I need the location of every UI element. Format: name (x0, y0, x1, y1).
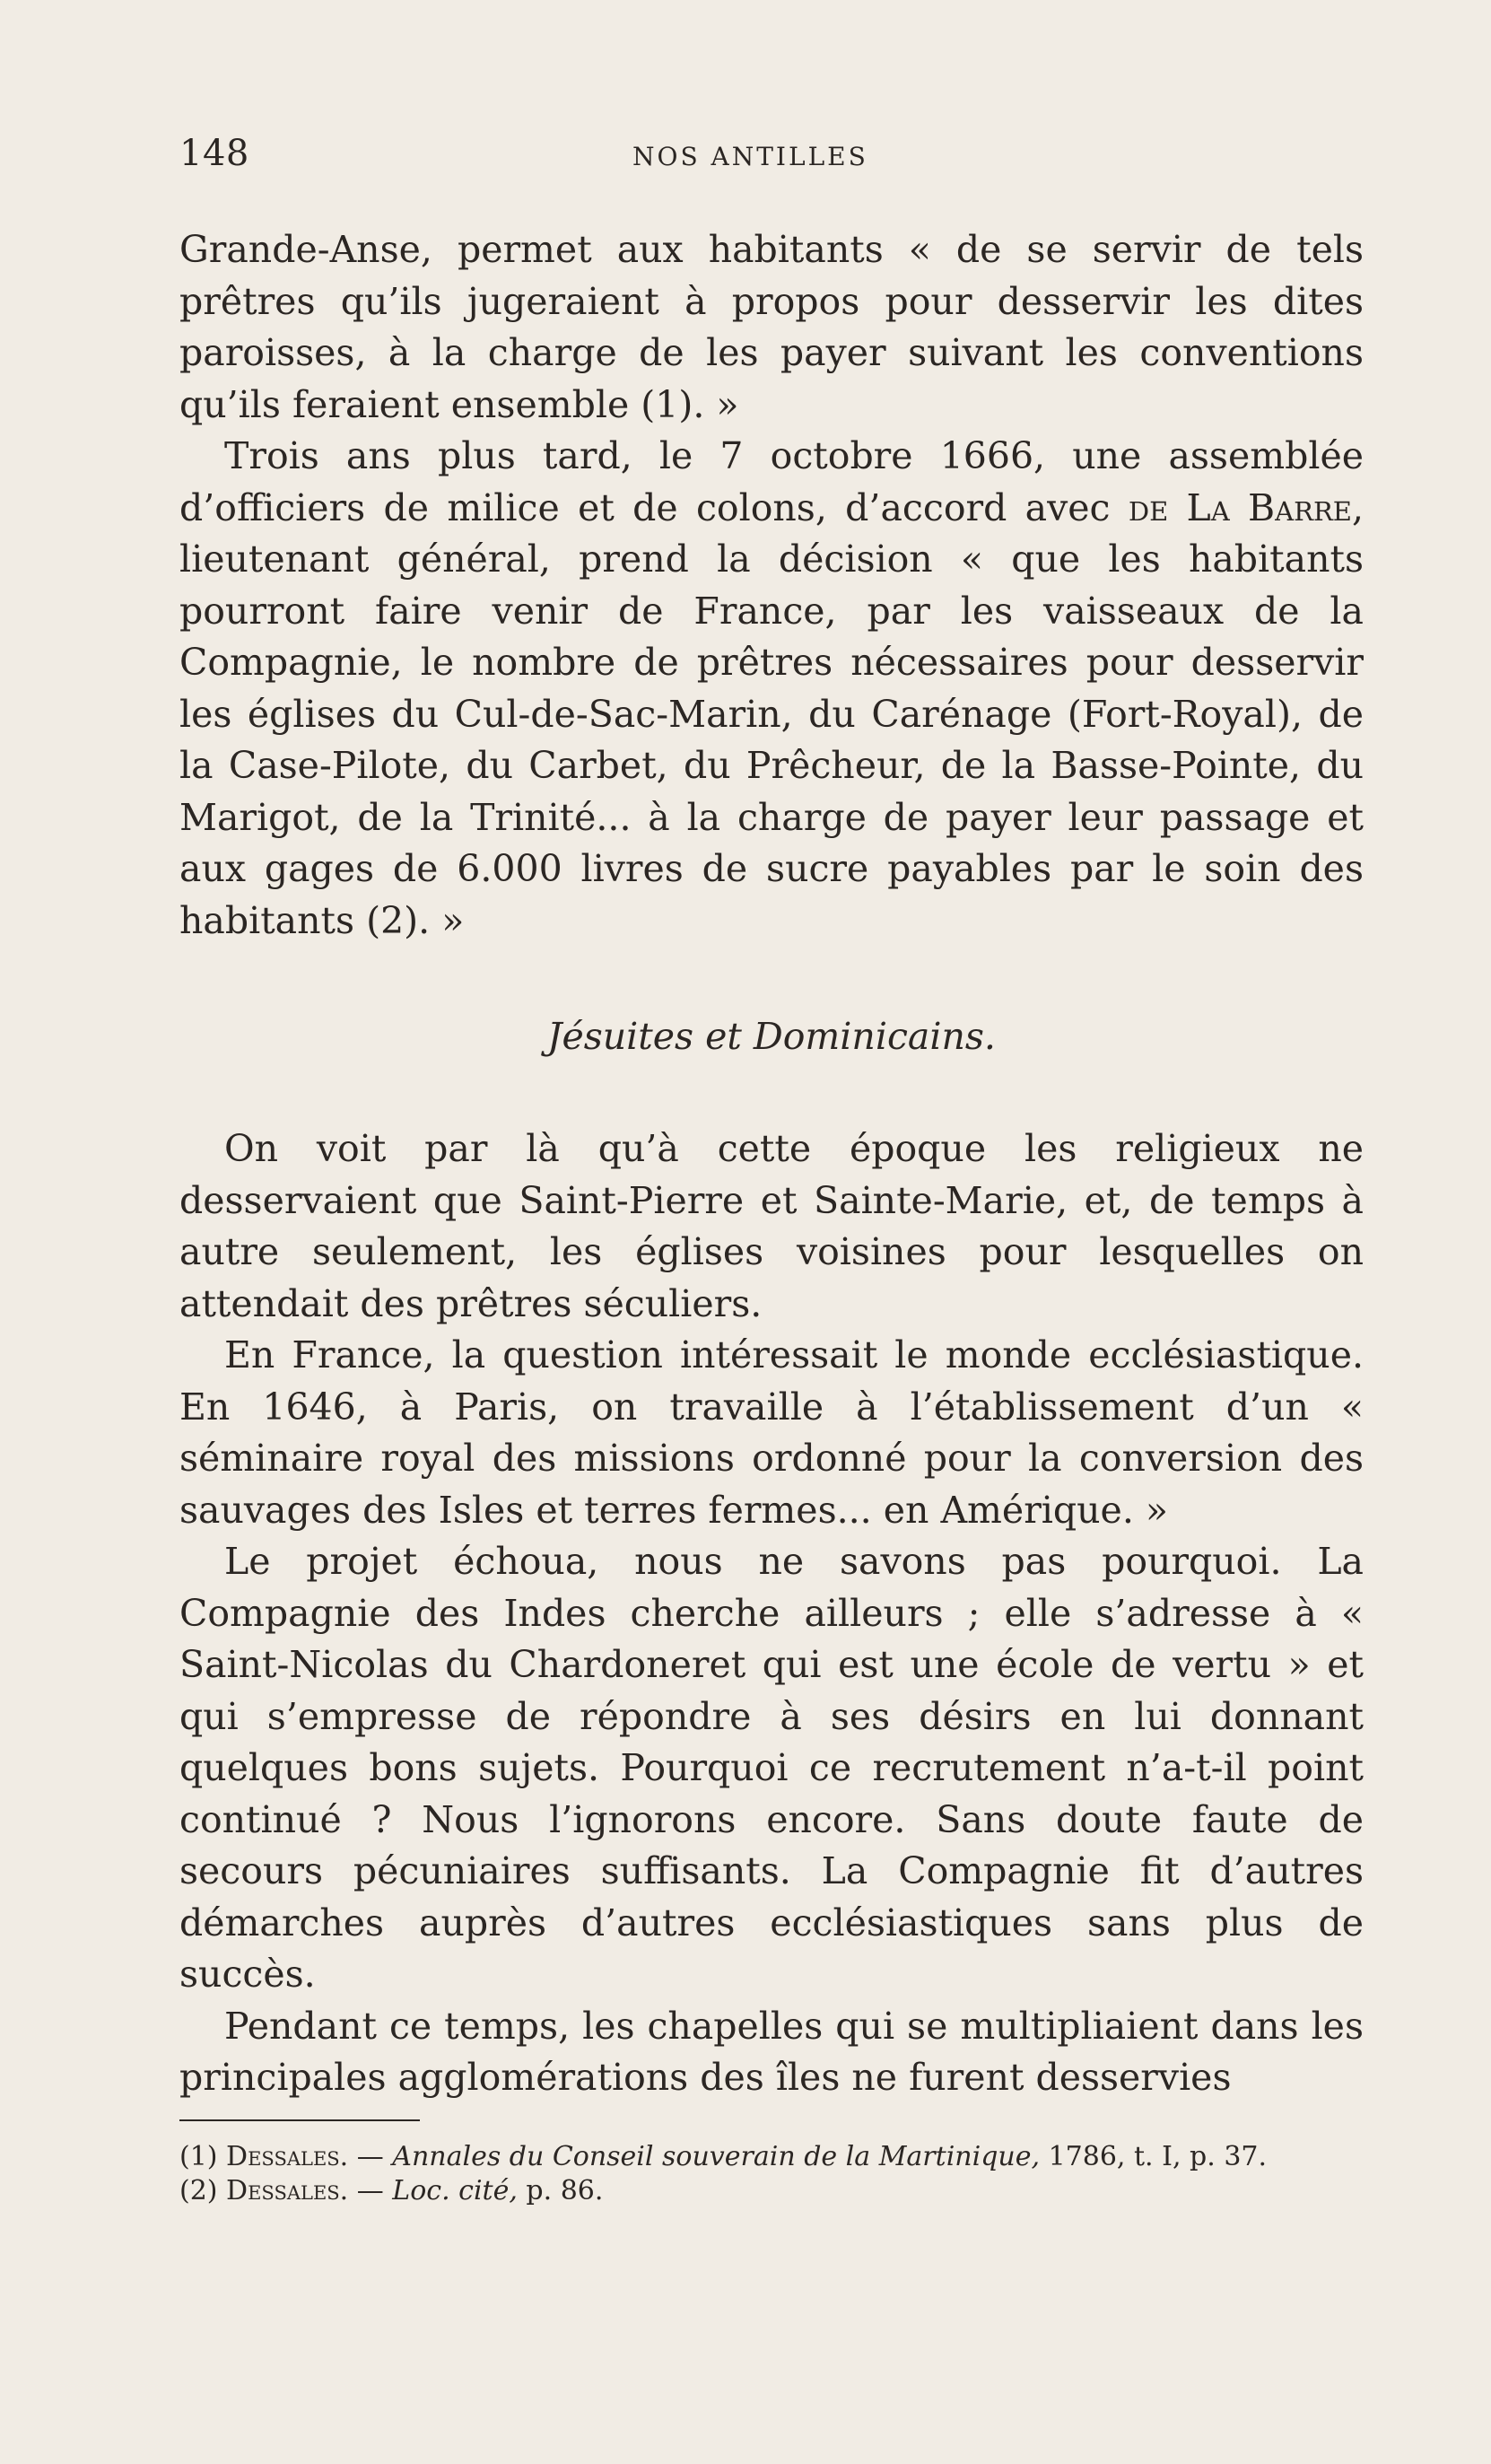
footnote-1-rest: 1786, t. I, p. 37. (1040, 2141, 1268, 2172)
footnote-1-author: Dessales. (226, 2141, 349, 2172)
paragraph-5: Le projet échoua, nous ne savons pas pourquoi. La Compagnie des Indes cherche ailleurs ; elle s’adresse à « Saint-Nicolas du Chardoneret qui est une école de vertu » et qui s’empresse de répondre à ses désirs en lui donnant quelques bons sujets. Pourquoi ce recrutement n’a-t-il point continué ? Nous l’ignorons encore. Sans doute faute de secours pécuniaires suffisants. La Compagnie fit d’autres démarches auprès d’autres ecclésiastiques sans plus de succès. (179, 1540, 1364, 1996)
body-text (179, 224, 1364, 2104)
footnote-2-number: (2) (179, 2175, 218, 2206)
paragraph-3: On voit par là qu’à cette époque les religieux ne desservaient que Saint-Pierre et Sainte-Marie, et, de temps à autre seulement, les églises voisines pour lesquelles on attendait des prêtres séculiers. (179, 1127, 1364, 1325)
footnote-2-dash: — (348, 2175, 393, 2206)
paragraph-1: Grande-Anse, permet aux habitants « de se servir de tels prêtres qu’ils jugeraient à propos pour desservir les dites paroisses, à la charge de les payer suivant les conventions qu’ils feraient ensemble (1). » (179, 228, 1364, 426)
footnote-2-rest: p. 86. (517, 2175, 604, 2206)
page-number: 148 (179, 133, 249, 174)
footnote-2-author: Dessales. (226, 2175, 349, 2206)
footnote-1-dash: — (348, 2141, 393, 2172)
paragraph-4: En France, la question intéressait le monde ecclésiastique. En 1646, à Paris, on travaille à l’établissement d’un « séminaire royal des missions ordonné pour la conversion des sauvages des Isles et terres fermes... en Amérique. » (179, 1333, 1364, 1532)
footnote-2-ref: Loc. cité, (392, 2175, 518, 2206)
footnote-1-title: Annales du Conseil souverain de la Martinique, (392, 2141, 1041, 2172)
running-head: NOS ANTILLES (632, 142, 868, 171)
footnotes (179, 2140, 1364, 2208)
section-title: Jésuites et Dominicains. (547, 1015, 996, 1058)
footnote-1-number: (1) (179, 2141, 218, 2172)
footnote-2 (179, 2174, 1364, 2208)
paragraph-2-start: Trois ans plus tard, le 7 octobre 1666, une assemblée d’officiers de milice et de colons, d’accord avec (179, 434, 1364, 529)
paragraph-2 (179, 431, 1364, 947)
footnote-1 (179, 2140, 1364, 2174)
footnote-rule (179, 2119, 420, 2121)
paragraph-2-end: , lieutenant général, prend la décision « que les habitants pourront faire venir de France, par les vaisseaux de la Compagnie, le nombre de prêtres nécessaires pour desservir les églises du Cul-de-Sac-Marin, du Carénage (Fort-Royal), de la Case-Pilote, du Carbet, du Prêcheur, de la Basse-Pointe, du Marigot, de la Trinité... à la charge de payer leur passage et aux gages de 6.000 livres de sucre payables par le soin des habitants (2). » (179, 485, 1365, 942)
page-header (179, 133, 1364, 187)
paragraph-6: Pendant ce temps, les chapelles qui se multipliaient dans les principales agglomérations des îles ne furent desservies (179, 2004, 1364, 2099)
person-name: de La Barre (1128, 485, 1352, 529)
